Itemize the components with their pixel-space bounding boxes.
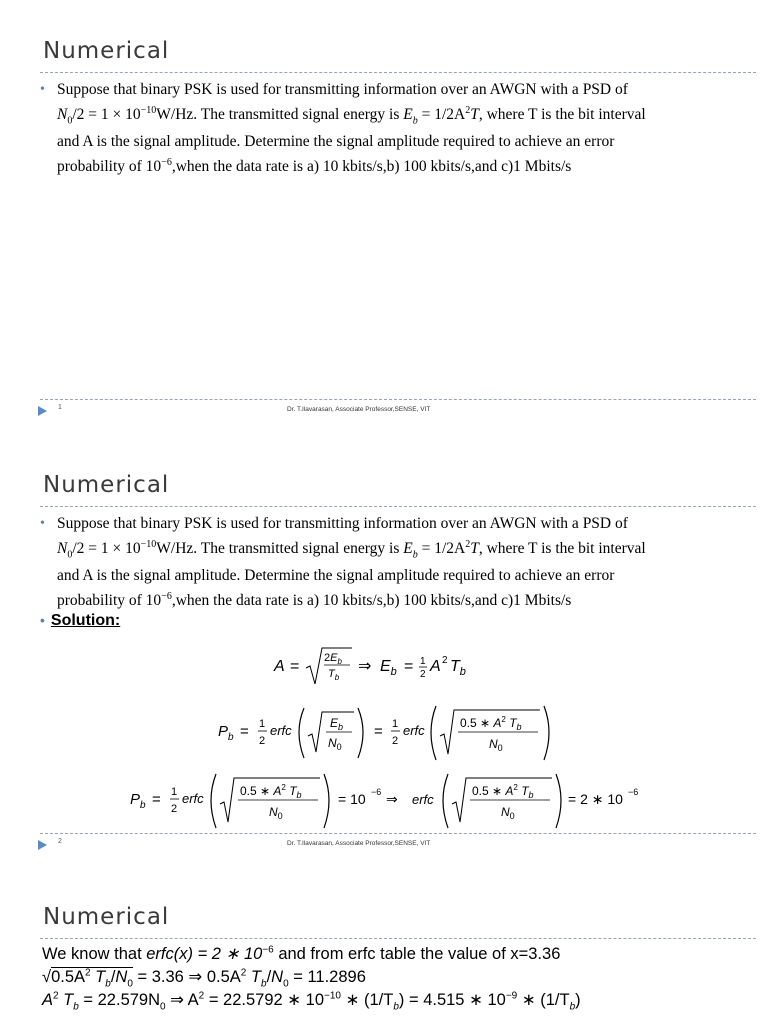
problem-T: T — [470, 540, 479, 558]
svg-text:erfc: erfc — [403, 723, 425, 738]
slide-footer — [0, 404, 768, 418]
l2-c: = 11.2896 — [288, 968, 366, 986]
l3-c: ⇒ A — [165, 991, 199, 1009]
slide-2 — [0, 434, 768, 864]
slide-title: Numerical — [43, 38, 170, 64]
svg-text:1: 1 — [259, 718, 266, 730]
equation-amplitude — [272, 644, 532, 690]
l3-exp2: −9 — [505, 990, 518, 1002]
svg-text:−6: −6 — [628, 787, 639, 797]
problem-psd: /2 = 1 × 10 — [72, 540, 141, 558]
problem-energy-eq: = 1/2A — [417, 540, 466, 558]
problem-tail: , where T is the bit interval — [478, 540, 646, 558]
svg-text:Tb: $T_b$ — [328, 668, 340, 682]
amplitude-line: $A^2$ $T_b = 22.579N_0$ ⇒ $A^2 = 22.5792$ ∗ $10^{-10}$ ∗ $(1/T_b) = 4.515$ ∗ $10^{-9}$ ∗ $(1/T_b)$ — [42, 990, 581, 1013]
l1-erfc: erfc(x) = 2 ∗ 10 — [146, 945, 263, 963]
solution-heading — [40, 612, 120, 630]
svg-text:Pb: $P_b$ — [130, 791, 146, 811]
slide-number: 2 — [58, 838, 62, 845]
play-arrow-icon — [38, 406, 47, 416]
l3-f: ) = 4.515 ∗ 10 — [398, 991, 506, 1009]
svg-text:Eb: $E_b$ — [380, 658, 397, 678]
sqrt-line: $√0.5A^2$ $T_b/N_0 = 3.36$ ⇒ $0.5A^2$ $T_b/N_0 = 11.2896$ — [42, 967, 366, 990]
svg-text:0.5 ∗ A2 Tb: 0.5 ∗ $A^2$ $T_b$ — [240, 783, 302, 800]
svg-text:erfc: erfc — [182, 791, 204, 806]
problem-n0: N — [57, 540, 68, 558]
svg-text:2: 2 — [171, 803, 178, 815]
equation-pb — [216, 702, 556, 764]
slide-title: Numerical — [43, 904, 170, 930]
svg-text:= 10: = 10 — [338, 791, 366, 807]
problem-T: T — [470, 106, 479, 124]
l3-e: ∗ (1/T — [341, 991, 394, 1009]
l3-d: = 22.5792 ∗ 10 — [204, 991, 325, 1009]
slide-footer — [0, 838, 768, 852]
svg-text:2: 2 — [259, 735, 266, 747]
slide-3 — [0, 868, 768, 1024]
problem-bullet: • Suppose that binary PSK is used for transmitting information over an AWGN with a PSD of $N_0/2 = 1 \times 10^{-10}W/Hz$. The transmitted signal energy is $E_b = 1/2A^2T$, where T is the bit interval and A is the signal amplitude. Determine the signal amplitude required to achieve an error probability of $10^{-6},when$ the data rate is a) 10 kbits/s,b) 100 kbits/s,and c)1 Mbits/s — [40, 81, 646, 176]
problem-line-4b: ,when the data rate is a) 10 kbits/s,b) 100 kbits/s,and c)1 Mbits/s — [171, 592, 572, 610]
svg-text:=: = — [374, 723, 383, 740]
l3-g: ∗ (1/T — [517, 991, 570, 1009]
svg-text:N0: $N_0$ — [269, 805, 283, 821]
svg-text:N0: $N_0$ — [501, 805, 515, 821]
svg-text:0.5 ∗ A2 Tb: 0.5 ∗ $A^2$ $T_b$ — [472, 783, 534, 800]
l3-h: ) — [575, 991, 581, 1009]
svg-text:1: 1 — [392, 718, 399, 730]
problem-eq-sup: 2 — [465, 105, 471, 116]
l1-suffix: and from erfc table the value of x=3.36 — [273, 945, 561, 963]
l3-b: = 22.579N — [78, 991, 161, 1009]
svg-text:−6: −6 — [371, 787, 382, 797]
equation-erfc — [128, 770, 658, 832]
problem-line-4-exp: −6 — [161, 157, 172, 169]
problem-energy-sub: b — [412, 115, 418, 127]
problem-psd-exp: −10 — [140, 539, 157, 550]
svg-text:2: 2 — [392, 735, 399, 747]
problem-bullet: • Suppose that binary PSK is used for transmitting information over an AWGN with a PSD of $N_0/2 = 1 \times 10^{-10}W/Hz$. The transmitted signal energy is $E_b = 1/2A^2T$, where T is the bit interval and A is the signal amplitude. Determine the signal amplitude required to achieve an error probability of $10^{-6},when$ the data rate is a) 10 kbits/s,b) 100 kbits/s,and c)1 Mbits/s — [40, 515, 646, 610]
svg-text:= 2 ∗ 10: = 2 ∗ 10 — [568, 791, 623, 807]
svg-text:⇒: ⇒ — [386, 792, 398, 808]
svg-text:⇒: ⇒ — [358, 656, 372, 675]
problem-tail: , where T is the bit interval — [478, 106, 646, 124]
svg-text:=: = — [290, 658, 300, 675]
problem-energy-sub: b — [412, 549, 418, 561]
problem-line-3: and A is the signal amplitude. Determine the signal amplitude required to achieve an error — [57, 567, 615, 585]
problem-eq-sup: 2 — [465, 539, 471, 550]
svg-text:2: 2 — [442, 655, 448, 666]
footer-divider — [40, 833, 756, 834]
svg-text:N0: $N_0$ — [489, 737, 503, 753]
problem-n0: N — [57, 106, 68, 124]
svg-text:1: 1 — [420, 656, 426, 667]
l1-exp: −6 — [262, 944, 274, 956]
title-divider — [40, 938, 756, 939]
slide-title: Numerical — [43, 472, 170, 498]
bullet-dot-icon: • — [40, 612, 45, 628]
problem-line-4-exp: −6 — [161, 591, 172, 603]
problem-psd-exp: −10 — [140, 105, 157, 116]
svg-text:1: 1 — [171, 786, 178, 798]
svg-text:2: 2 — [420, 669, 426, 680]
erfc-value-line — [42, 944, 560, 964]
l1-prefix: We know that — [42, 945, 147, 963]
slide-number: 1 — [58, 404, 62, 411]
problem-line-4a: probability of 10 — [57, 592, 162, 610]
svg-text:Tb: $T_b$ — [450, 658, 466, 678]
title-divider — [40, 506, 756, 507]
problem-energy: E — [403, 106, 413, 124]
l2-b: = 3.36 ⇒ 0.5A — [132, 968, 241, 986]
problem-units: W/Hz. The transmitted signal energy is — [156, 540, 404, 558]
solution-label: Solution: — [50, 612, 121, 629]
problem-line-1: Suppose that binary PSK is used for transmitting information over an AWGN with a PSD of — [57, 515, 628, 532]
svg-text:0.5 ∗ A2 Tb: 0.5 ∗ $A^2$ $T_b$ — [460, 715, 522, 732]
svg-text:=: = — [240, 723, 249, 740]
problem-units: W/Hz. The transmitted signal energy is — [156, 106, 404, 124]
footer-author: Dr. T.Ilavarasan, Associate Professor,SENSE, VIT — [287, 406, 431, 413]
problem-line-1: Suppose that binary PSK is used for transmitting information over an AWGN with a PSD of — [57, 81, 628, 98]
svg-text:erfc: erfc — [270, 723, 292, 738]
footer-divider — [40, 399, 756, 400]
problem-energy: E — [403, 540, 413, 558]
play-arrow-icon — [38, 840, 47, 850]
problem-line-3: and A is the signal amplitude. Determine the signal amplitude required to achieve an error — [57, 133, 615, 151]
svg-text:A: A — [274, 658, 285, 675]
svg-text:A: A — [430, 658, 441, 675]
title-divider — [40, 72, 756, 73]
svg-text:Pb: $P_b$ — [218, 723, 234, 743]
svg-text:=: = — [404, 658, 414, 675]
problem-psd: /2 = 1 × 10 — [72, 106, 141, 124]
problem-line-4b: ,when the data rate is a) 10 kbits/s,b) 100 kbits/s,and c)1 Mbits/s — [171, 158, 572, 176]
bullet-dot-icon: • — [40, 82, 45, 97]
sqrt-icon: √ — [42, 968, 52, 986]
l2-a: 0.5A — [51, 968, 86, 986]
svg-text:2Eb: $2E_b$ — [324, 652, 342, 666]
slide-1 — [0, 0, 768, 430]
svg-text:N0: $N_0$ — [328, 736, 342, 752]
l3-exp1: −10 — [324, 990, 341, 1002]
svg-text:=: = — [152, 791, 161, 808]
problem-energy-eq: = 1/2A — [417, 106, 466, 124]
l3-a: A — [42, 991, 54, 1009]
bullet-dot-icon: • — [40, 516, 45, 531]
svg-text:Eb: $E_b$ — [330, 716, 344, 732]
problem-line-4a: probability of 10 — [57, 158, 162, 176]
footer-author: Dr. T.Ilavarasan, Associate Professor,SENSE, VIT — [287, 840, 431, 847]
svg-text:erfc: erfc — [412, 792, 434, 807]
